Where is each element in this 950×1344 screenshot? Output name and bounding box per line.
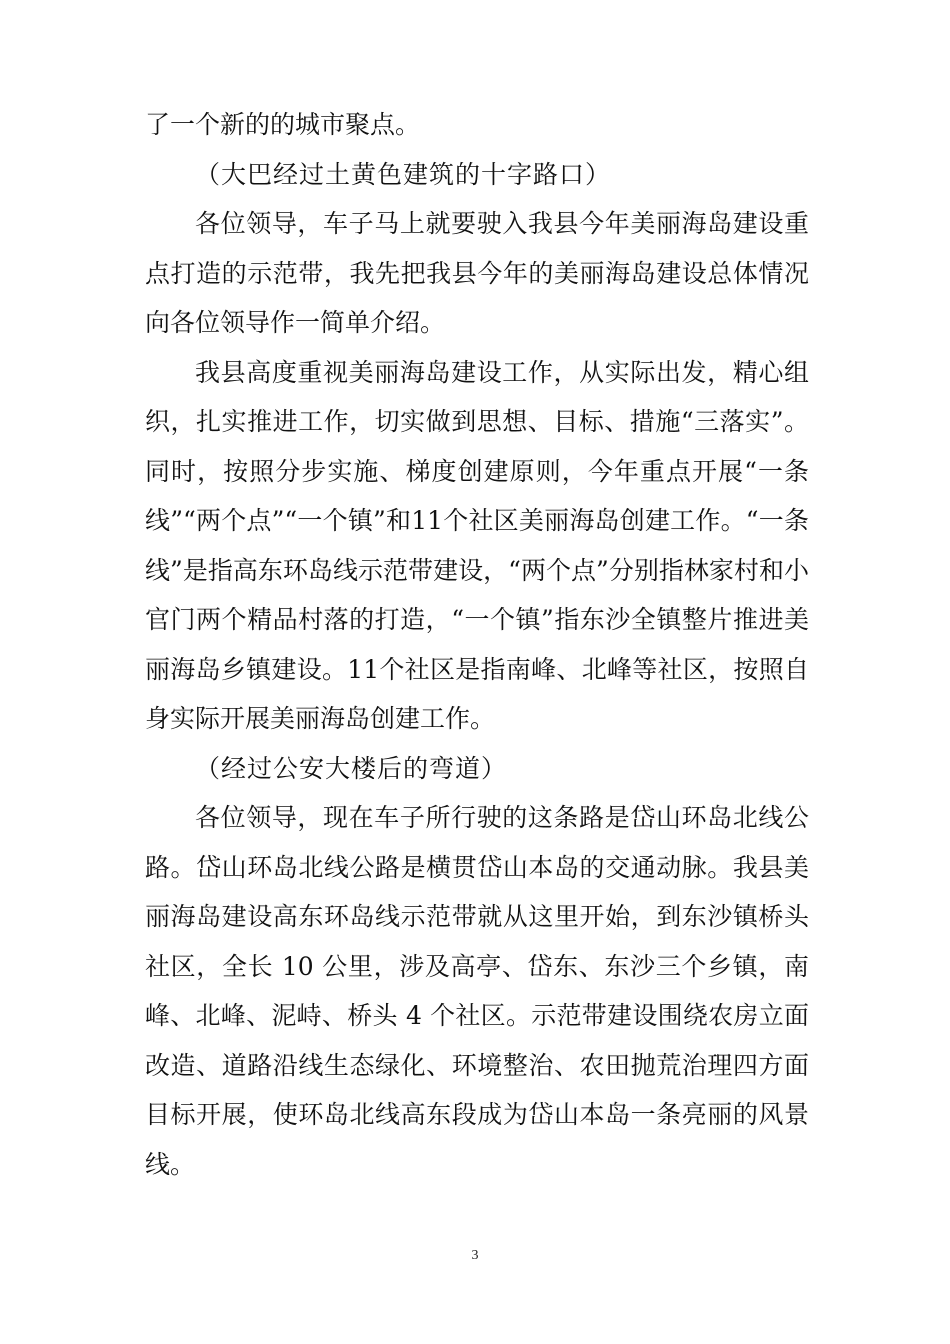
page-number: 3 (471, 1248, 479, 1263)
paragraph-continuation: 了一个新的的城市聚点。 (145, 110, 421, 139)
stage-direction-curve: （经过公安大楼后的弯道） (195, 753, 508, 783)
stage-direction-crossroads: （大巴经过土黄色建筑的十字路口） (195, 159, 612, 189)
paragraph-overview: 我县高度重视美丽海岛建设工作，从实际出发，精心组织，扎实推进工作，切实做到思想、目标、措施“三落实”。同时，按照分步实施、梯度创建原则，今年重点开展“一条线”“两个点”“一个镇”和11个社区美丽海岛创建工作。“一条线”是指高东环岛线示范带建设，“两个点”分别指林家村和小官门两个精品村落的打造，“一个镇”指东沙全镇整片推进美丽海岛乡镇建设。11个社区是指南峰、北峰等社区，按照自身实际开展美丽海岛创建工作。 (145, 357, 809, 733)
document-body (145, 100, 809, 1189)
paragraph-introduction: 各位领导，车子马上就要驶入我县今年美丽海岛建设重点打造的示范带，我先把我县今年的美丽海岛建设总体情况向各位领导作一简单介绍。 (145, 209, 809, 337)
paragraph-north-line-road: 各位领导，现在车子所行驶的这条路是岱山环岛北线公路。岱山环岛北线公路是横贯岱山本岛的交通动脉。我县美丽海岛建设高东环岛线示范带就从这里开始，到东沙镇桥头社区，全长 10 公里，涉及高亭、岱东、东沙三个乡镇，南峰、北峰、泥峙、桥头 4 个社区。示范带建设围绕农房立面改造、道路沿线生态绿化、环境整治、农田抛荒治理四方面目标开展，使环岛北线高东段成为岱山本岛一条亮丽的风景线。 (145, 803, 809, 1179)
